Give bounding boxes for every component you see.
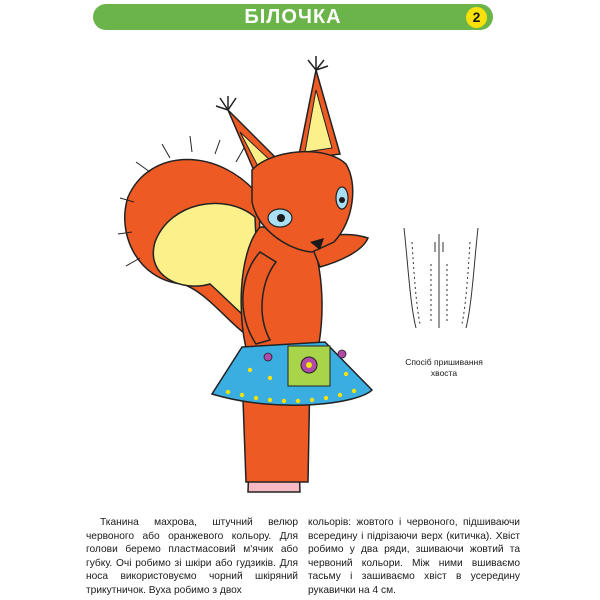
left-ear-tuft — [216, 96, 236, 110]
right-ear-tuft — [308, 56, 328, 70]
body-text-left: Тканина махрова, штучний велюр червоного або оранжевого кольору. Для голови беремо пластмасовий м'ячик або губку. Очі робимо зі шкіри або гудзиків. Для носа використовуємо чорний шкіряний трикутничок. Вуха робимо з двох — [86, 517, 298, 596]
title-bar — [93, 4, 493, 30]
diagram-caption — [388, 357, 500, 379]
body-text-right: кольорів: жовтого і червоного, підшиваючи всередину і підрізаючи верх (китичка). Хвіст робимо у два ряди, зшиваючи жовтий та червоний кольори. Між ними вшиваємо тасьму і зашиваємо хвіст в усередину рукавички на 4 см. — [308, 517, 520, 596]
caption-line-2: хвоста — [430, 368, 458, 378]
tail-sewing-diagram — [398, 224, 484, 334]
page-title: БІЛОЧКА — [244, 6, 342, 28]
squirrel-puppet-illustration — [110, 52, 390, 502]
page-number-badge: 2 — [466, 7, 487, 28]
caption-line-1: Спосіб пришивання — [405, 357, 483, 367]
